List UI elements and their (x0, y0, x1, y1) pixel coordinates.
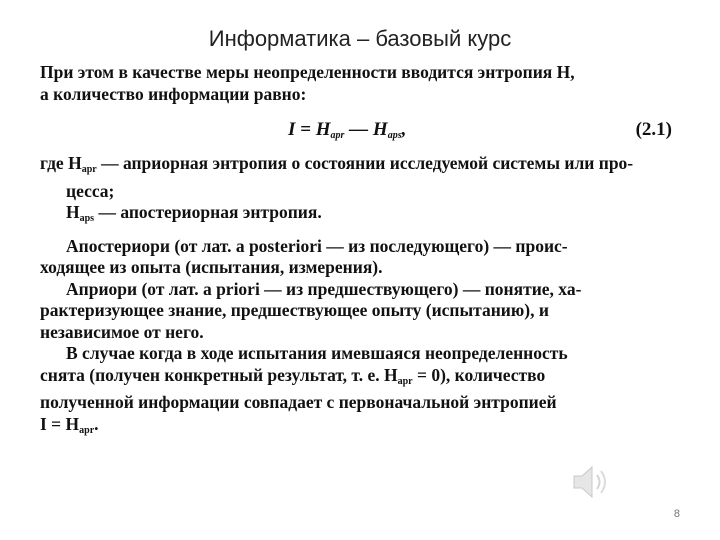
paragraph-line: Априори (от лат. a priori — из предшествующего) — понятие, ха- (66, 278, 582, 299)
slide-title: Информатика – базовый курс (208, 26, 512, 51)
paragraph-line: полученной информации совпадает с первоначальной энтропией (40, 392, 557, 412)
paragraph-line: рактеризующее знание, предшествующее опыту (испытанию), и (40, 300, 549, 320)
paragraph-line: независимое от него. (40, 321, 204, 342)
paragraph-line: $I = H_{apr}$. (40, 413, 99, 436)
scanned-text-block (40, 62, 676, 441)
paragraph-line: Апостериори (от лат. a posteriori — из последующего) — проис- (66, 235, 568, 256)
paragraph-line: В случае когда в ходе испытания имевшаяся неопределенность (66, 343, 568, 363)
text-line: а количество информации равно: (40, 83, 307, 104)
page-number: 8 (673, 508, 680, 520)
definition-line: $H_{aps}$ — апостериорная энтропия. (66, 202, 322, 224)
paragraph-line: снята (получен конкретный результат, т. е. $H_{apr} = 0$), количество (40, 364, 546, 387)
text-line: При этом в качестве меры неопределенности вводится энтропия H, (40, 62, 575, 82)
formula-2-1 (40, 113, 676, 153)
definition-line: цесса; (66, 180, 115, 201)
paragraph-line: ходящее из опыта (испытания, измерения). (40, 257, 383, 277)
formula-number: (2.1) (635, 119, 672, 140)
formula-expression: $I = H_{apr}$ — $H_{aps}$, (288, 119, 407, 141)
definition-line: где $H_{apr}$ — априорная энтропия о состоянии исследуемой системы или про- (40, 153, 634, 175)
speaker-icon[interactable] (570, 462, 618, 502)
